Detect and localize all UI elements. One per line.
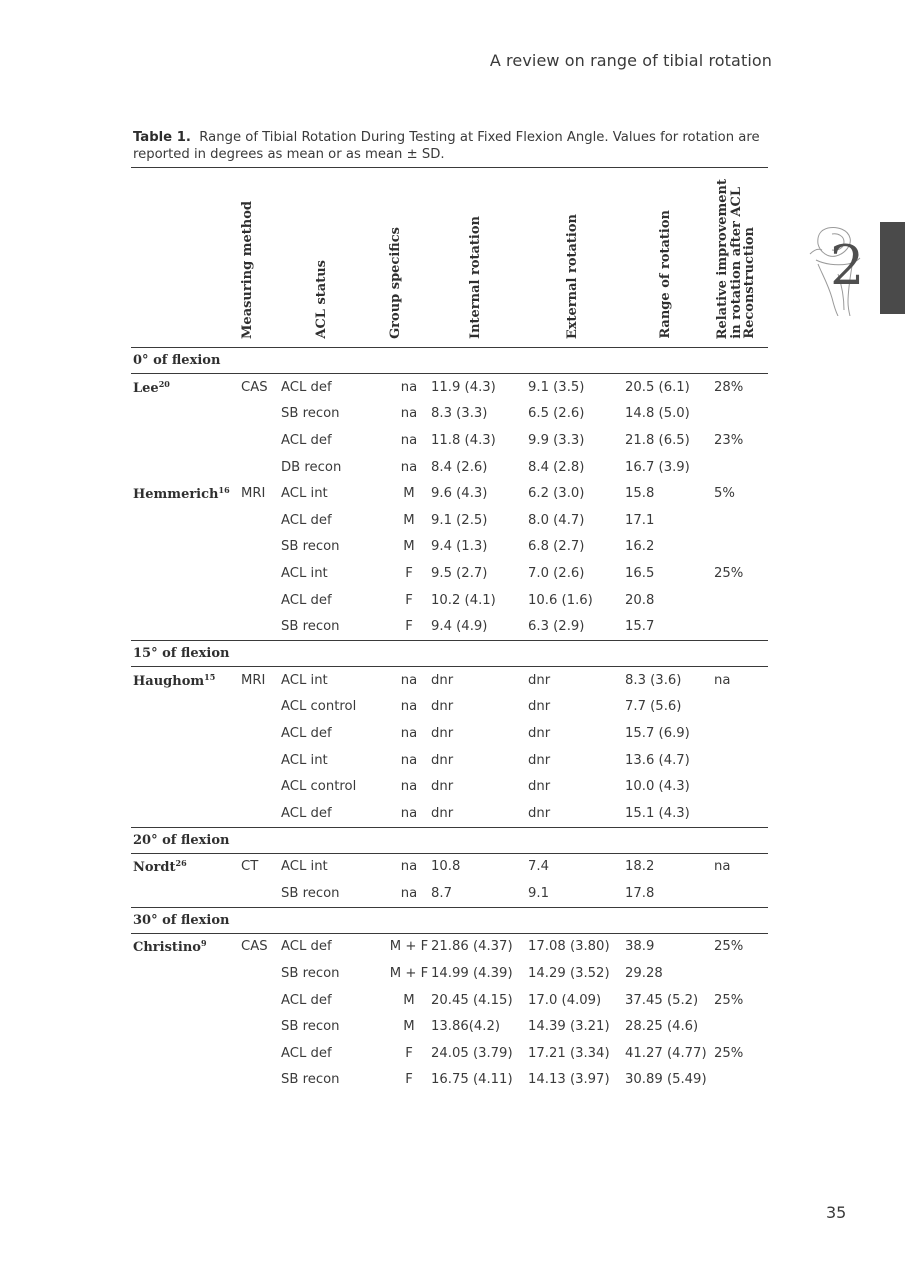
acl-status-cell: SB recon [281,1019,340,1035]
external-rotation-cell: 7.0 (2.6) [528,565,585,581]
acl-status-cell: ACL int [281,752,328,768]
study-cell [131,1067,241,1094]
range-of-rotation-cell: 17.1 [625,512,655,528]
study-name: Hemmerich [133,487,219,503]
measuring-method-cell [241,1013,279,1040]
reference-number: 15 [204,671,216,682]
study-name: Christino [133,940,201,956]
internal-rotation-cell: 16.75 (4.11) [431,1072,513,1088]
range-of-rotation-cell: 20.5 (6.1) [625,379,690,395]
range-of-rotation-cell: 13.6 (4.7) [625,752,690,768]
measuring-method-cell [241,694,279,721]
study-cell [131,401,241,428]
relative-improvement-cell [712,880,768,907]
measuring-method-cell [241,1067,279,1094]
study-cell [131,694,241,721]
measuring-method-cell [241,773,279,800]
study-name: Haughom [133,673,205,689]
study-cell [131,613,241,640]
relative-improvement-cell [712,800,768,827]
study-cell [131,800,241,827]
external-rotation-cell: 6.5 (2.6) [528,406,585,422]
internal-rotation-cell: dnr [431,672,454,688]
data-table [131,167,768,1093]
table-caption-text: Range of Tibial Rotation During Testing at Fixed Flexion Angle. Values for rotation are reported in degrees as mean or as mean ± SD. [133,130,760,162]
relative-improvement-cell [712,534,768,561]
internal-rotation-cell: dnr [431,805,454,821]
internal-rotation-cell: 13.86(4.2) [431,1019,501,1035]
table-caption [133,129,773,163]
external-rotation-cell: 9.1 (3.5) [528,379,585,395]
external-rotation-cell: 6.8 (2.7) [528,539,585,555]
measuring-method-cell [241,613,279,640]
measuring-method-cell [241,454,279,481]
external-rotation-cell: dnr [528,699,551,715]
measuring-method-cell [241,880,279,907]
external-rotation-cell: 17.08 (3.80) [528,939,610,955]
section-header-row [131,348,768,374]
range-of-rotation-cell: 37.45 (5.2) [625,992,699,1008]
section-title: 15° of flexion [131,640,768,666]
header-internal-rotation: Internal rotation [429,168,526,348]
range-of-rotation-cell: 15.8 [625,486,655,502]
acl-status-cell: ACL def [281,992,332,1008]
running-head: A review on range of tibial rotation [489,51,772,70]
section-title: 30° of flexion [131,907,768,933]
group-specifics-cell: M [403,539,415,555]
external-rotation-cell: 8.4 (2.8) [528,459,585,475]
relative-improvement-cell [712,720,768,747]
header-acl-status: ACL status [279,168,387,348]
table-body [131,348,768,1094]
range-of-rotation-cell: 10.0 (4.3) [625,779,690,795]
table-row [131,1013,768,1040]
relative-improvement-cell [712,1013,768,1040]
internal-rotation-cell: 9.6 (4.3) [431,486,488,502]
acl-status-cell: ACL control [281,779,357,795]
relative-improvement-cell: 25% [714,939,744,955]
group-specifics-cell: na [400,699,418,715]
study-cell [131,534,241,561]
range-of-rotation-cell: 16.5 [625,565,655,581]
external-rotation-cell: 9.9 (3.3) [528,432,585,448]
acl-status-cell: ACL def [281,939,332,955]
acl-status-cell: ACL def [281,512,332,528]
range-of-rotation-cell: 28.25 (4.6) [625,1019,699,1035]
range-of-rotation-cell: 8.3 (3.6) [625,672,682,688]
internal-rotation-cell: 8.7 [431,885,452,901]
study-cell [131,853,241,880]
relative-improvement-cell: 23% [714,432,744,448]
external-rotation-cell: 14.29 (3.52) [528,966,610,982]
measuring-method-cell [241,401,279,428]
section-header-row [131,827,768,853]
study-cell [131,987,241,1014]
relative-improvement-cell: 25% [714,1045,744,1061]
internal-rotation-cell: 14.99 (4.39) [431,966,513,982]
acl-status-cell: SB recon [281,406,340,422]
measuring-method-cell: MRI [241,672,266,688]
internal-rotation-cell: dnr [431,699,454,715]
relative-improvement-cell: 25% [714,992,744,1008]
study-cell [131,560,241,587]
measuring-method-cell: MRI [241,486,266,502]
measuring-method-cell [241,427,279,454]
acl-status-cell: ACL def [281,432,332,448]
internal-rotation-cell: dnr [431,752,454,768]
reference-number: 26 [175,858,187,869]
internal-rotation-cell: 8.3 (3.3) [431,406,488,422]
study-cell [131,880,241,907]
internal-rotation-cell: 20.45 (4.15) [431,992,513,1008]
group-specifics-cell: na [400,379,418,395]
acl-status-cell: SB recon [281,619,340,635]
external-rotation-cell: dnr [528,805,551,821]
external-rotation-cell: 7.4 [528,859,549,875]
study-cell [131,374,241,401]
external-rotation-cell: 14.13 (3.97) [528,1072,610,1088]
external-rotation-cell: 14.39 (3.21) [528,1019,610,1035]
section-title: 0° of flexion [131,348,768,374]
external-rotation-cell: dnr [528,672,551,688]
measuring-method-cell: CAS [241,379,268,395]
acl-status-cell: ACL int [281,486,328,502]
relative-improvement-cell [712,773,768,800]
group-specifics-cell: M [403,1019,415,1035]
study-cell [131,960,241,987]
acl-status-cell: ACL int [281,565,328,581]
table-row [131,587,768,614]
table-row [131,747,768,774]
internal-rotation-cell: dnr [431,725,454,741]
section-title: 20° of flexion [131,827,768,853]
range-of-rotation-cell: 7.7 (5.6) [625,699,682,715]
header-range-of-rotation: Range of rotation [623,168,712,348]
relative-improvement-cell: 5% [714,486,735,502]
page-number: 35 [826,1203,847,1222]
group-specifics-cell: F [405,1072,413,1088]
table-row [131,853,768,880]
measuring-method-cell [241,747,279,774]
relative-improvement-cell [712,960,768,987]
group-specifics-cell: na [400,725,418,741]
internal-rotation-cell: 9.4 (1.3) [431,539,488,555]
header-measuring-method: Measuring method [241,168,279,348]
table-row [131,720,768,747]
relative-improvement-cell [712,1067,768,1094]
table-row [131,800,768,827]
range-of-rotation-cell: 38.9 [625,939,655,955]
range-of-rotation-cell: 30.89 (5.49) [625,1072,707,1088]
internal-rotation-cell: 9.5 (2.7) [431,565,488,581]
group-specifics-cell: F [405,1045,413,1061]
acl-status-cell: ACL def [281,1045,332,1061]
acl-status-cell: SB recon [281,885,340,901]
table-row [131,480,768,507]
acl-status-cell: SB recon [281,539,340,555]
range-of-rotation-cell: 15.7 [625,619,655,635]
relative-improvement-cell [712,747,768,774]
group-specifics-cell: M + F [389,966,429,982]
rotation-table [131,167,768,1093]
external-rotation-cell: 9.1 [528,885,549,901]
internal-rotation-cell: 10.2 (4.1) [431,592,496,608]
study-name: Lee [133,380,159,396]
reference-number: 20 [158,378,170,389]
section-header-row [131,907,768,933]
external-rotation-cell: dnr [528,752,551,768]
measuring-method-cell [241,1040,279,1067]
external-rotation-cell: 17.21 (3.34) [528,1045,610,1061]
external-rotation-cell: 10.6 (1.6) [528,592,593,608]
group-specifics-cell: na [400,672,418,688]
table-row [131,880,768,907]
acl-status-cell: ACL def [281,805,332,821]
relative-improvement-cell [712,694,768,721]
study-cell [131,1040,241,1067]
relative-improvement-cell: 28% [714,379,744,395]
study-cell [131,720,241,747]
range-of-rotation-cell: 14.8 (5.0) [625,406,690,422]
study-cell [131,427,241,454]
acl-status-cell: SB recon [281,966,340,982]
study-name: Nordt [133,860,176,876]
measuring-method-cell: CT [241,859,259,875]
relative-improvement-cell: 25% [714,565,744,581]
group-specifics-cell: na [400,406,418,422]
measuring-method-cell [241,534,279,561]
study-cell [131,666,241,693]
header-external-rotation: External rotation [526,168,623,348]
range-of-rotation-cell: 15.7 (6.9) [625,725,690,741]
table-row [131,1040,768,1067]
table-row [131,987,768,1014]
study-cell [131,933,241,960]
acl-status-cell: ACL control [281,699,357,715]
external-rotation-cell: 6.3 (2.9) [528,619,585,635]
internal-rotation-cell: 10.8 [431,859,461,875]
group-specifics-cell: na [400,885,418,901]
measuring-method-cell [241,720,279,747]
internal-rotation-cell: 9.1 (2.5) [431,512,488,528]
header-study [131,168,241,348]
group-specifics-cell: M [403,992,415,1008]
internal-rotation-cell: dnr [431,779,454,795]
range-of-rotation-cell: 29.28 [625,966,663,982]
acl-status-cell: SB recon [281,1072,340,1088]
measuring-method-cell: CAS [241,939,268,955]
measuring-method-cell [241,587,279,614]
reference-number: 9 [200,938,207,949]
group-specifics-cell: F [405,565,413,581]
external-rotation-cell: dnr [528,725,551,741]
measuring-method-cell [241,960,279,987]
range-of-rotation-cell: 17.8 [625,885,655,901]
acl-status-cell: ACL def [281,592,332,608]
internal-rotation-cell: 8.4 (2.6) [431,459,488,475]
measuring-method-cell [241,560,279,587]
group-specifics-cell: na [400,859,418,875]
study-cell [131,480,241,507]
table-row [131,560,768,587]
group-specifics-cell: M [403,486,415,502]
measuring-method-cell [241,987,279,1014]
section-header-row [131,640,768,666]
relative-improvement-cell [712,587,768,614]
study-cell [131,747,241,774]
internal-rotation-cell: 24.05 (3.79) [431,1045,513,1061]
chapter-tab [880,222,905,314]
acl-status-cell: DB recon [281,459,342,475]
internal-rotation-cell: 9.4 (4.9) [431,619,488,635]
table-row [131,694,768,721]
group-specifics-cell: na [400,805,418,821]
table-row [131,507,768,534]
external-rotation-cell: 6.2 (3.0) [528,486,585,502]
table-row [131,613,768,640]
relative-improvement-cell: na [714,672,731,688]
group-specifics-cell: na [400,779,418,795]
table-row [131,427,768,454]
group-specifics-cell: na [400,432,418,448]
external-rotation-cell: dnr [528,779,551,795]
acl-status-cell: ACL def [281,725,332,741]
acl-status-cell: ACL int [281,859,328,875]
range-of-rotation-cell: 18.2 [625,859,655,875]
group-specifics-cell: M + F [389,939,429,955]
table-row [131,374,768,401]
header-group-specifics: Group specifics [387,168,429,348]
group-specifics-cell: M [403,512,415,528]
table-row [131,666,768,693]
relative-improvement-cell [712,613,768,640]
acl-status-cell: ACL def [281,379,332,395]
table-row [131,534,768,561]
relative-improvement-cell: na [714,859,731,875]
range-of-rotation-cell: 16.2 [625,539,655,555]
chapter-number: 2 [830,234,865,297]
range-of-rotation-cell: 21.8 (6.5) [625,432,690,448]
relative-improvement-cell [712,454,768,481]
study-cell [131,773,241,800]
range-of-rotation-cell: 16.7 (3.9) [625,459,690,475]
group-specifics-cell: na [400,459,418,475]
range-of-rotation-cell: 41.27 (4.77) [625,1045,707,1061]
table-row [131,1067,768,1094]
table-row [131,454,768,481]
range-of-rotation-cell: 20.8 [625,592,655,608]
table-label: Table 1. [133,130,191,145]
external-rotation-cell: 17.0 (4.09) [528,992,602,1008]
study-cell [131,1013,241,1040]
range-of-rotation-cell: 15.1 (4.3) [625,805,690,821]
group-specifics-cell: F [405,619,413,635]
acl-status-cell: ACL int [281,672,328,688]
group-specifics-cell: na [400,752,418,768]
header-relative-improvement: Relative improvementin rotation after ACLReconstruction [712,168,768,348]
internal-rotation-cell: 11.8 (4.3) [431,432,496,448]
study-cell [131,507,241,534]
measuring-method-cell [241,800,279,827]
study-cell [131,587,241,614]
measuring-method-cell [241,507,279,534]
table-row [131,773,768,800]
relative-improvement-cell [712,401,768,428]
table-row [131,933,768,960]
table-row [131,960,768,987]
group-specifics-cell: F [405,592,413,608]
table-row [131,401,768,428]
internal-rotation-cell: 21.86 (4.37) [431,939,513,955]
study-cell [131,454,241,481]
relative-improvement-cell [712,507,768,534]
reference-number: 16 [218,485,230,496]
external-rotation-cell: 8.0 (4.7) [528,512,585,528]
internal-rotation-cell: 11.9 (4.3) [431,379,496,395]
